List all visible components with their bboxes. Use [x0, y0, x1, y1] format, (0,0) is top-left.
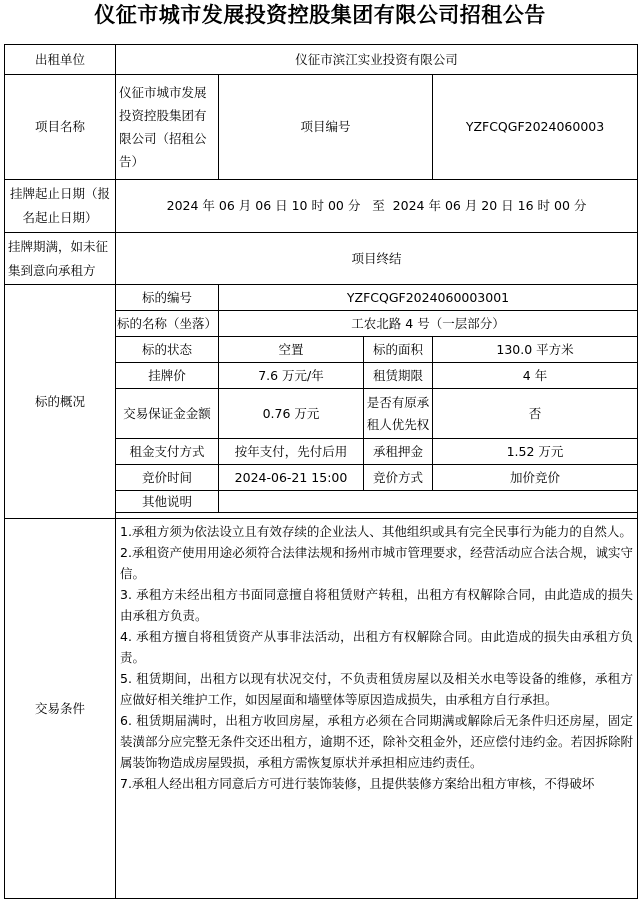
other-label: 其他说明 — [116, 491, 219, 513]
pledge-value: 1.52 万元 — [433, 439, 638, 465]
condition-item: 2.承租资产使用用途必须符合法律法规和扬州市城市管理要求，经营活动应合法合规，诚实守信。 — [120, 545, 634, 581]
payment-value: 按年支付，先付后用 — [219, 439, 364, 465]
other-value — [219, 491, 638, 513]
overview-row — [5, 285, 638, 311]
bid-time-value: 2024-06-21 15:00 — [219, 465, 364, 491]
area-label: 标的面积 — [364, 337, 433, 363]
condition-item: 4. 承租方擅自将租赁资产从事非法活动，出租方有权解除合同。由此造成的损失由承租方负责。 — [120, 629, 634, 665]
deposit-value: 0.76 万元 — [219, 389, 364, 439]
expiry-row — [5, 233, 638, 285]
priority-label: 是否有原承租人优先权 — [364, 389, 433, 439]
project-code-label: 项目编号 — [219, 75, 433, 180]
bid-time-label: 竞价时间 — [116, 465, 219, 491]
payment-label: 租金支付方式 — [116, 439, 219, 465]
price-label: 挂牌价 — [116, 363, 219, 389]
item-code-label: 标的编号 — [116, 285, 219, 311]
condition-item: 5. 租赁期间，出租方以现有状况交付，不负责租赁房屋以及相关水电等设备的维修，承租方应做好相关维护工作，如因屋面和墙壁体等原因造成损失，由承租方自行承担。 — [120, 671, 634, 707]
listing-period-label: 挂牌起止日期（报名起止日期） — [5, 180, 116, 233]
pledge-label: 承租押金 — [364, 439, 433, 465]
project-code-value: YZFCQGF2024060003 — [433, 75, 638, 180]
item-name-value: 工农北路 4 号（一层部分） — [219, 311, 638, 337]
listing-period-value: 2024 年 06 月 06 日 10 时 00 分 至 2024 年 06 月 20 日 16 时 00 分 — [116, 180, 638, 233]
condition-item: 7.承租人经出租方同意后方可进行装饰装修，且提供装修方案给出租方审核，不得破坏 — [120, 776, 595, 791]
conditions-content — [116, 519, 638, 899]
condition-item: 1.承租方须为依法设立且有效存续的企业法人、其他组织或具有完全民事行为能力的自然人。 — [120, 524, 632, 539]
term-value: 4 年 — [433, 363, 638, 389]
item-code-value: YZFCQGF2024060003001 — [219, 285, 638, 311]
condition-item: 6. 租赁期届满时，出租方收回房屋，承租方必须在合同期满或解除后无条件归还房屋，固定装潢部分应完整无条件交还出租方，逾期不还，除补交租金外，还应偿付违约金。若因拆除附属装饰物造成房屋毁损，承租方需恢复原状并承担相应违约责任。 — [120, 713, 634, 770]
page-title: 仪征市城市发展投资控股集团有限公司招租公告 — [94, 2, 546, 27]
deposit-label: 交易保证金金额 — [116, 389, 219, 439]
conditions-row — [5, 519, 638, 899]
overview-label: 标的概况 — [5, 285, 116, 519]
price-value: 7.6 万元/年 — [219, 363, 364, 389]
condition-item: 3. 承租方未经出租方书面同意擅自将租赁财产转租，出租方有权解除合同，由此造成的损失由承租方负责。 — [120, 587, 634, 623]
expiry-label: 挂牌期满，如未征集到意向承租方 — [5, 233, 116, 285]
status-value: 空置 — [219, 337, 364, 363]
project-name-label: 项目名称 — [5, 75, 116, 180]
bid-method-label: 竞价方式 — [364, 465, 433, 491]
lessor-row — [5, 45, 638, 75]
lessor-label: 出租单位 — [5, 45, 116, 75]
lessor-value: 仪征市滨江实业投资有限公司 — [116, 45, 638, 75]
announcement-table — [4, 44, 638, 899]
project-name-value: 仪征市城市发展投资控股集团有限公司（招租公告） — [116, 75, 219, 180]
expiry-value: 项目终结 — [116, 233, 638, 285]
term-label: 租赁期限 — [364, 363, 433, 389]
area-value: 130.0 平方米 — [433, 337, 638, 363]
priority-value: 否 — [433, 389, 638, 439]
item-name-label: 标的名称（坐落） — [116, 311, 219, 337]
listing-period-row — [5, 180, 638, 233]
bid-method-value: 加价竞价 — [433, 465, 638, 491]
status-label: 标的状态 — [116, 337, 219, 363]
conditions-label: 交易条件 — [5, 519, 116, 899]
project-row — [5, 75, 638, 180]
